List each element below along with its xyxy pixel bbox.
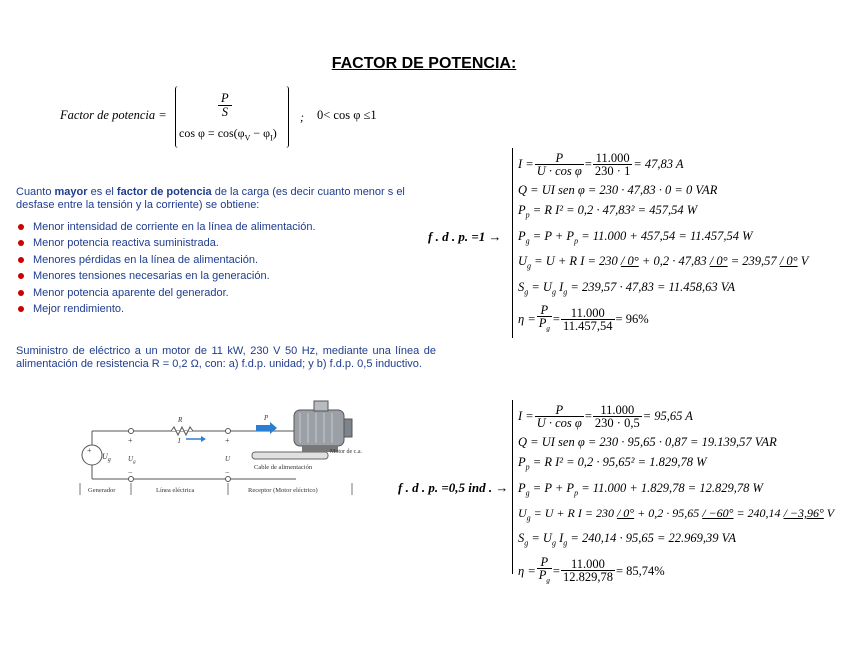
case-a-current: I = $\frac{P}{\text{U · cos φ}}$ = $\frac{11.000}{230 \cdot 1}$ = 47,83 A [518, 150, 684, 178]
case-b-equations [518, 400, 844, 588]
case-b-generated: $P_g = P + P_p = 11.000 + 1.829,78 = 12.829,78$ W [518, 480, 763, 497]
cos-phi-line: $\cos \varphi = \cos(\varphi_V - \varphi_I)$ [179, 126, 277, 143]
bullet-icon [18, 273, 24, 279]
ug-label: $U_g$ [128, 455, 136, 465]
source-label: $U_g$ [102, 452, 111, 463]
intro-text: Cuanto mayor es el factor de potencia de la carga (es decir cuanto menor s el desfase entre la tensión y la corriente) se obtiene: [16, 186, 405, 211]
case-b-label: f . d . p. =0,5 ind . → [398, 480, 509, 495]
case-b-current: I = $\frac{P}{\text{U · cos φ}}$ = $\frac{11.000}{230 \cdot 0,5}$ = 95,65 A [518, 402, 693, 430]
list-item: Menor intensidad de corriente en la línea de alimentación. [16, 219, 436, 235]
bullet-icon [18, 224, 24, 230]
line-label: Línea eléctrica [156, 487, 195, 494]
motor-icon [294, 401, 352, 452]
case-a-generated: $P_g = P + P_p = 11.000 + 457,54 = 11.457,54$ W [518, 228, 753, 245]
svg-text:+: + [225, 436, 230, 445]
svg-text:+: + [128, 436, 133, 445]
case-a-apparent: $S_g = U_g$ $I_g = 239,57 \cdot 47,83 = 11.458,63$ VA [518, 279, 736, 296]
svg-text:−: − [128, 468, 133, 477]
cable-label: Cable de alimentación [254, 464, 313, 471]
svg-text:−: − [225, 468, 230, 477]
svg-text:P: P [264, 414, 269, 422]
list-item: Menor potencia aparente del generador. [16, 285, 436, 301]
case-a-reactive: Q = UI sen φ = 230 · 47,83 · 0 = 0 VAR [518, 183, 718, 197]
generator-label: Generador [88, 487, 116, 494]
case-a-label: f . d . p. =1 → [428, 229, 502, 244]
circuit-diagram [76, 395, 376, 500]
list-item: Menor potencia reactiva suministrada. [16, 235, 436, 251]
list-item: Menores tensiones necesarias en la generación. [16, 268, 436, 284]
pf-range: 0< cos φ ≤1 [317, 108, 377, 122]
case-b-voltage: $U_g = U + R$ I = 230 / 0° + 0,2 · 95,65 / −60° = 240,14 / −3,96° V [518, 506, 835, 523]
case-a-voltage: $U_g = U + R$ I = 230 / 0° + 0,2 · 47,83 / 0° = 239,57 / 0° V [518, 254, 809, 271]
case-b-brace [512, 400, 515, 574]
bullet-icon [18, 306, 24, 312]
bullet-icon [18, 240, 24, 246]
bullet-icon [18, 257, 24, 263]
definition-separator: ; [300, 110, 304, 124]
list-item: Mejor rendimiento. [16, 301, 436, 317]
u-label: U [225, 455, 231, 463]
page-title: FACTOR DE POTENCIA: [331, 55, 517, 72]
svg-text:+: + [87, 446, 92, 455]
case-a-brace [512, 148, 515, 338]
definition-label: Factor de potencia = [60, 108, 167, 122]
case-a-losses: $P_p = R$ I² = 0,2 · 47,83² = 457,54 W [518, 203, 698, 220]
problem-statement: Suministro de eléctrico a un motor de 11 kW, 230 V 50 Hz, mediante una línea de alimentación de resistencia R = 0,2 Ω, con: a) f.d.p. unidad; y b) f.d.p. 0,5 inductivo. [16, 345, 436, 370]
case-b-apparent: $S_g = U_g$ $I_g = 240,14 \cdot 95,65 = 22.969,39$ VA [518, 531, 736, 548]
case-b-efficiency: η = $\frac{P}{P_g}$ = $\frac{11.000}{12.829,78}$ = 85,74% [518, 554, 665, 585]
case-a-efficiency: η = $\frac{P}{P_g}$ = $\frac{11.000}{11.457,54}$ = 96% [518, 302, 649, 333]
case-a-equations [518, 148, 838, 336]
case-b-losses: $P_p = R$ I² = 0,2 · 95,65² = 1.829,78 W [518, 455, 707, 472]
list-item: Menores pérdidas en la línea de alimentación. [16, 252, 436, 268]
fraction-numerator: P [218, 92, 232, 106]
resistor-label: R [178, 416, 183, 424]
power-arrow-icon [256, 422, 277, 434]
current-label: I [178, 437, 181, 445]
voltage-source-icon [82, 445, 102, 465]
motor-label: Motor de c.a. [330, 449, 362, 455]
benefits-list [16, 219, 436, 317]
bullet-icon [18, 290, 24, 296]
case-b-reactive: Q = UI sen φ = 230 · 95,65 · 0,87 = 19.139,57 VAR [518, 435, 777, 449]
definition-fraction [218, 92, 232, 119]
cable-icon [252, 452, 328, 459]
fraction-denominator: S [221, 105, 228, 119]
receiver-label: Receptor (Motor eléctrico) [248, 487, 318, 494]
